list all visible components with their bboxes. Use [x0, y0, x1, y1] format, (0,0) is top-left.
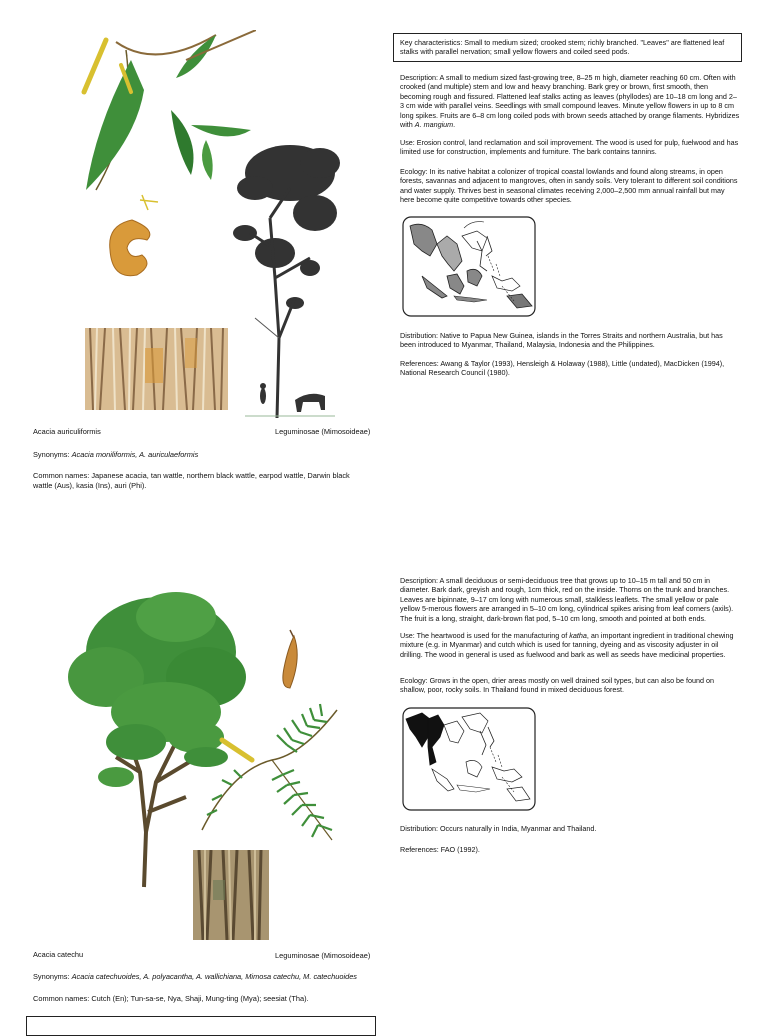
ecology-paragraph-2: Ecology: Grows in the open, drier areas mostly on well drained soil types, but can also be found on shallow, poor, rocky soils. In Thailand found in mixed deciduous forest.: [400, 676, 715, 695]
common-names-2: Common names: Cutch (En); Tun-sa-se, Nya, Shaji, Mung-ting (Mya); seesiat (Tha).: [33, 994, 309, 1003]
key-characteristics-box: Key characteristics: Small to medium sized; crooked stem; richly branched. "Leaves" are flattened leaf stalks with parallel nervation; small yellow flowers and coiled seed pods.: [393, 33, 742, 62]
synonyms-2: Synonyms: Acacia catechuoides, A. polyacantha, A. wallichiana, Mimosa catechu, M. catechuoides: [33, 972, 358, 981]
synonyms: Synonyms: Acacia moniliformis, A. auriculaeformis: [33, 450, 199, 459]
distribution-paragraph: Distribution: Native to Papua New Guinea, islands in the Torres Straits and northern Australia, but has been introduced to Myanmar, Thailand, Malaysia, Indonesia and the Philippines.: [400, 331, 723, 350]
description-paragraph-2: Description: A small deciduous or semi-deciduous tree that grows up to 10–15 m tall and 50 cm in diameter. Bark dark, greyish and rough, 1cm thick, red on the inside. Thorns on the trunk and branches. Leaves are bipinnate, 9–17 cm long with numerous small, stalkless leaflets. The small yellow or pale yellow 5-merous flowers are arranged in 5–10 cm long, cylindrical spikes arising from leaf corners (axils). The fruit is a long, straight, dark-brown flat pod, 5–10 cm long, smooth and pointed at both ends.: [400, 576, 734, 623]
references-paragraph: References: Awang & Taylor (1993), Hensleigh & Holaway (1988), Little (undated), MacDicken (1994), National Research Council (1980).: [400, 359, 725, 378]
description-paragraph: Description: A small to medium sized fast-growing tree, 8–25 m high, diameter reaching 60 cm. Often with crooked (and multiple) stem and low and heavy branching. Bark grey or brown, first smooth, then becoming rough and fissured. Flattened leaf stalks acting as leaves (phyllodes) are 10–18 cm long and 2–3 cm wide with parallel veins. Seedlings with small compound leaves. Minute yellow flowers in up to 8 cm long spikes. Fruits are 6–8 cm long coiled pods with brown seeds attached by orange filaments. Hybridizes with A. mangium.: [400, 73, 740, 130]
next-key-characteristics-box: [26, 1016, 376, 1036]
ecology-paragraph: Ecology: In its native habitat a colonizer of tropical coastal lowlands and found along streams, in open forests, savannas and adjacent to mangroves, often in sandy soils. Very tolerant to different soil conditions and water supply. Thrives best in seasonal climates receiving 2,000–2,500 mm annual rainfall but may here become quite competitive towards other species.: [400, 167, 738, 205]
bark-texture-image-2: [193, 850, 269, 940]
distribution-map-2: [402, 707, 536, 811]
pod-illustration: [272, 628, 304, 694]
distribution-map: [402, 216, 536, 317]
tree-silhouette: [215, 138, 340, 423]
common-names: Common names: Japanese acacia, tan wattle, northern black wattle, earpod wattle, Darwin black wattle (Aus), kasia (Ins), auri (Phi).: [33, 471, 350, 490]
family-name-2: Leguminosae (Mimosoideae): [275, 951, 371, 960]
references-paragraph-2: References: FAO (1992).: [400, 845, 480, 854]
use-paragraph-2: Use: The heartwood is used for the manufacturing of katha, an important ingredient in traditional chewing mixture (e.g. in Myanmar) and cutch which is used for tanning, dyeing and as viscosity adjuster in oil drilling. The wood in general is used as fuelwood and bark as well as seeds have medicinal properties.: [400, 631, 734, 659]
use-paragraph: Use: Erosion control, land reclamation and soil improvement. The wood is used for pulp, fuelwood and has limited use for construction, implements and furniture. The bark contains tannins.: [400, 138, 739, 157]
species-name-2: Acacia catechu: [33, 950, 84, 959]
seed-pod-illustration: [102, 190, 162, 285]
family-name: Leguminosae (Mimosoideae): [275, 427, 371, 436]
species-name: Acacia auriculiformis: [33, 427, 101, 436]
bark-texture-image: [85, 328, 228, 410]
distribution-paragraph-2: Distribution: Occurs naturally in India, Myanmar and Thailand.: [400, 824, 597, 833]
leaf-branch-illustration: [192, 700, 342, 850]
